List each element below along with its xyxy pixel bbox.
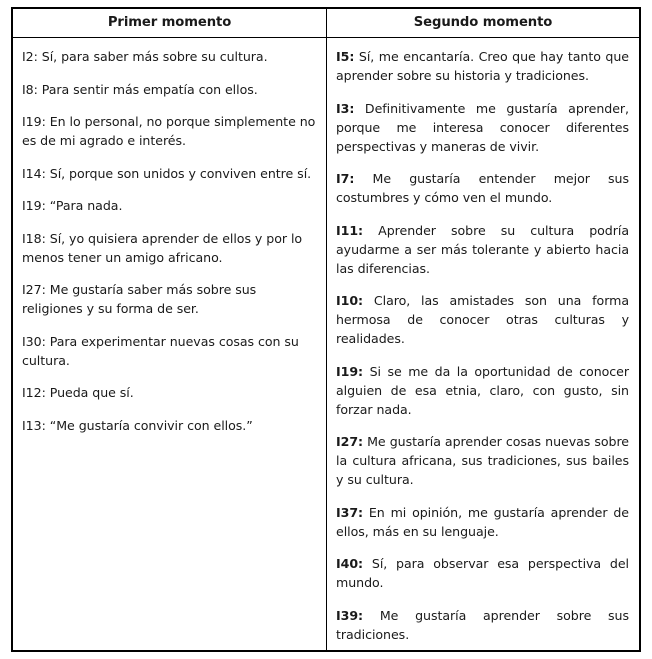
respondent-tag: I19: <box>22 198 46 213</box>
table-header-row <box>13 9 639 38</box>
respondent-text: Aprender sobre su cultura podría ayudarme a ser más tolerante y abierto hacia las diferencias. <box>336 222 629 276</box>
respondent-tag: I40: <box>336 556 364 571</box>
list-item <box>22 332 316 370</box>
respondent-tag: I19: <box>22 114 46 129</box>
respondent-tag: I2: <box>22 49 38 64</box>
list-item <box>336 503 629 541</box>
respondent-text: Para sentir más empatía con ellos. <box>37 81 258 97</box>
list-item <box>336 362 629 419</box>
respondent-text: Definitivamente me gustaría aprender, porque me interesa conocer diferentes perspectivas y maneras de vivir. <box>336 100 629 154</box>
respondent-text: En mi opinión, me gustaría aprender de ellos, más en su lenguaje. <box>336 504 629 539</box>
list-item <box>336 554 629 592</box>
respondent-text: Sí, yo quisiera aprender de ellos y por lo menos tener un amigo africano. <box>22 230 303 265</box>
respondent-text: Sí, porque son unidos y conviven entre sí. <box>45 165 312 181</box>
respondent-tag: I12: <box>22 385 46 400</box>
respondent-text: Me gustaría entender mejor sus costumbres y cómo ven el mundo. <box>336 171 629 205</box>
column-cell-segundo-momento <box>327 38 639 650</box>
respondent-text: Sí, para observar esa perspectiva del mundo. <box>336 556 629 590</box>
respondent-tag: I37: <box>336 504 364 520</box>
list-item <box>22 229 316 267</box>
column-header-primer-momento: Primer momento <box>13 9 327 37</box>
respondent-text: “Para nada. <box>45 198 123 213</box>
respondent-text: “Me gustaría convivir con ellos.” <box>45 417 253 433</box>
list-item <box>336 432 629 489</box>
list-item <box>22 416 316 435</box>
respondent-tag: I27: <box>22 282 46 297</box>
respondent-tag: I14: <box>22 165 46 181</box>
list-item <box>22 196 316 215</box>
respondent-tag: I13: <box>22 417 46 433</box>
list-item <box>22 112 316 150</box>
respondent-tag: I19: <box>336 363 364 379</box>
list-item <box>336 99 629 156</box>
respondent-tag: I11: <box>336 222 364 238</box>
respondent-text: Sí, me encantaría. Creo que hay tanto que aprender sobre su historia y tradiciones. <box>336 49 629 83</box>
respondent-tag: I27: <box>336 434 364 449</box>
respondent-tag: I30: <box>22 333 46 349</box>
list-item <box>22 383 316 402</box>
respondent-tag: I7: <box>336 171 355 186</box>
list-item <box>22 47 316 66</box>
list-item <box>336 221 629 278</box>
respondent-tag: I10: <box>336 293 364 308</box>
column-header-segundo-momento: Segundo momento <box>413 15 553 30</box>
respondent-text: Me gustaría aprender cosas nuevas sobre la cultura africana, sus tradiciones, sus bailes y su cultura. <box>336 434 629 487</box>
respondent-tag: I18: <box>22 230 46 246</box>
respondent-text: Para experimentar nuevas cosas con su cultura. <box>22 333 299 368</box>
respondent-text: Si se me da la oportunidad de conocer alguien de esa etnia, claro, con gusto, sin forzar nada. <box>336 363 629 417</box>
list-item <box>336 169 629 207</box>
respondent-tag: I3: <box>336 100 355 116</box>
list-item <box>336 47 629 85</box>
list-item <box>22 280 316 318</box>
list-item <box>22 164 316 183</box>
respondent-text: Pueda que sí. <box>45 385 134 400</box>
respondent-text: Me gustaría saber más sobre sus religiones y su forma de ser. <box>22 282 257 316</box>
table-grid <box>13 9 639 650</box>
comparison-table <box>11 7 641 652</box>
list-item <box>336 606 629 644</box>
respondent-text: Me gustaría aprender sobre sus tradiciones. <box>336 607 629 642</box>
list-item <box>336 291 629 348</box>
respondent-tag: I8: <box>22 81 38 97</box>
respondent-tag: I39: <box>336 607 364 623</box>
list-item <box>22 80 316 99</box>
respondent-text: Claro, las amistades son una forma hermosa de conocer otras culturas y realidades. <box>336 293 629 346</box>
respondent-tag: I5: <box>336 49 355 64</box>
respondent-text: En lo personal, no porque simplemente no es de mi agrado e interés. <box>22 114 316 148</box>
column-cell-primer-momento <box>13 38 327 650</box>
table-body-row <box>13 38 639 650</box>
respondent-text: Sí, para saber más sobre su cultura. <box>37 49 268 64</box>
